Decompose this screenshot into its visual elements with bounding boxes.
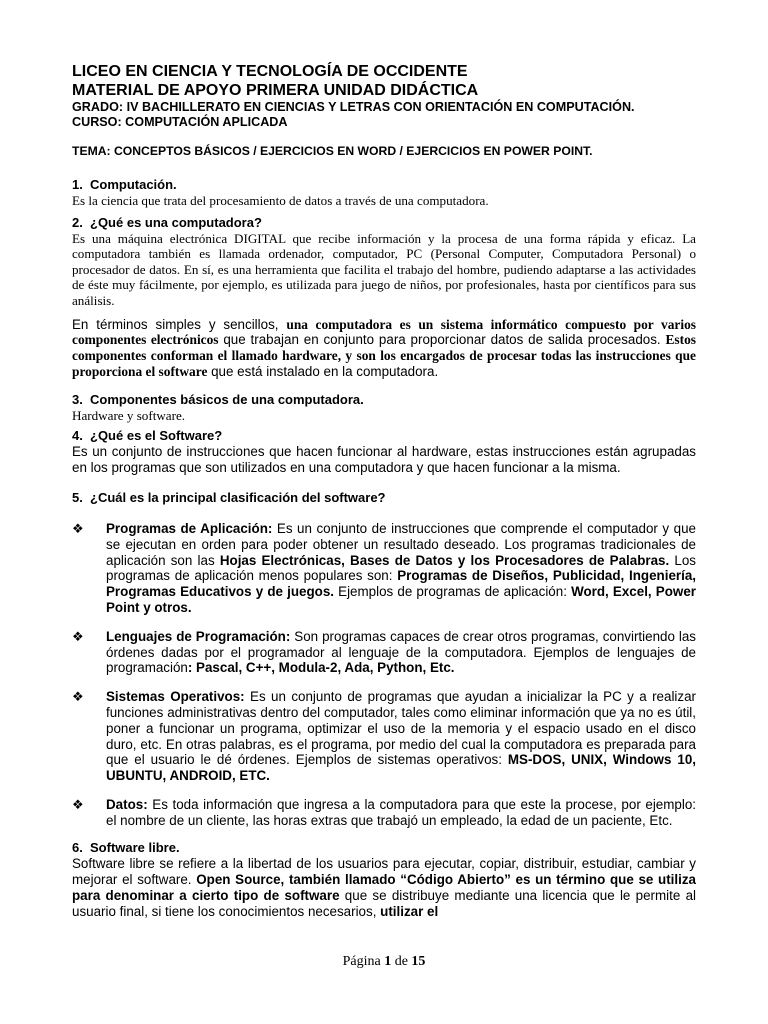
curso-line: CURSO: COMPUTACIÓN APLICADA — [72, 115, 288, 129]
total-pages-number: 15 — [411, 954, 426, 969]
section-3-text: Hardware y software. — [72, 407, 186, 423]
section-1-text: Es la ciencia que trata del procesamiento de datos a través de una computadora. — [72, 193, 489, 208]
bullet-lenguajes-programacion: ❖ Lenguajes de Programación: Son programas capaces de crear otros programas, convirtiendo las órdenes dadas por el programador al lenguaje de la computadora. Ejemplos de lenguajes de programación: Pascal, C++, Modula-2, Ada, Python, Etc. — [72, 628, 697, 676]
section-4-title: 4. ¿Qué es el Software? — [72, 428, 223, 444]
section-5-title: 5. ¿Cuál es la principal clasificación del software? — [72, 489, 386, 505]
page-of-label: de — [394, 954, 408, 969]
tema-line: TEMA: CONCEPTOS BÁSICOS / EJERCICIOS EN WORD / EJERCICIOS EN POWER POINT. — [72, 144, 593, 158]
school-title: LICEO EN CIENCIA Y TECNOLOGÍA DE OCCIDENTE — [72, 63, 468, 80]
material-title: MATERIAL DE APOYO PRIMERA UNIDAD DIDÁCTICA — [72, 82, 479, 99]
page-footer — [0, 954, 768, 970]
section-4-text: Es un conjunto de instrucciones que hacen funcionar al hardware, estas instrucciones están agrupadas en los programas que son utilizados en una computadora y que hacen funcionar a la misma. — [72, 444, 696, 476]
diamond-bullet-icon: ❖ — [72, 628, 84, 644]
section-2-text: Es una máquina electrónica DIGITAL que recibe información y la procesa de una forma rápida y eficaz. La computadora también es llamada ordenador, computador, PC (Personal Computer, Computadora Personal) o procesador de datos. En sí, es una herramienta que facilita el trabajo del hombre, pudiendo adaptarse a las actividades de éste muy fácilmente, por ejemplo, es utilizada para juego de niños, por profesionales, hasta por científicos para sus análisis. — [72, 230, 696, 308]
section-2-paragraph-2: En términos simples y sencillos, una computadora es un sistema informático compuesto por varios componentes electrónicos que trabajan en conjunto para proporcionar datos de salida procesados. Estos componentes conforman el llamado hardware, y son los encargados de procesar todas las instrucciones que proporciona el software que está instalado en la computadora. — [72, 316, 696, 379]
bullet-sistemas-operativos: ❖ Sistemas Operativos: Es un conjunto de programas que ayudan a inicializar la PC y a realizar funciones administrativas dentro del computador, tales como eliminar información que ya no es útil, poner a funcionar un programa, optimizar el uso de la memoria y el espacio usado en el disco duro, etc. En otras palabras, es el programa, por medio del cual la computadora es preparada para que el usuario le dé órdenes. Ejemplos de sistemas operativos: MS-DOS, UNIX, Windows 10, UBUNTU, ANDROID, ETC. — [72, 689, 696, 784]
bullet-datos: ❖ Datos: Es toda información que ingresa a la computadora para que este la procese, por ejemplo: el nombre de un cliente, las horas extras que trabajó un empleado, la edad de un paciente, Etc. — [72, 796, 696, 828]
diamond-bullet-icon: ❖ — [72, 520, 84, 536]
current-page-number: 1 — [384, 954, 392, 969]
grado-line: GRADO: IV BACHILLERATO EN CIENCIAS Y LETRAS CON ORIENTACIÓN EN COMPUTACIÓN. — [72, 100, 635, 114]
page-label: Página — [342, 954, 381, 969]
bullet-programas-aplicacion: ❖ Programas de Aplicación: Es un conjunto de instrucciones que comprende el computador y que se ejecutan en orden para poder obtener un resultado deseado. Los programas tradicionales de aplicación son las Hojas Electrónicas, Bases de Datos y los Procesadores de Palabras. Los programas de aplicación menos populares son: Programas de Diseños, Publicidad, Ingeniería, Programas Educativos y de juegos. Ejemplos de programas de aplicación: Word, Excel, Power Point y otros. — [72, 520, 696, 615]
section-6-title: 6. Software libre. — [72, 840, 180, 856]
diamond-bullet-icon: ❖ — [72, 689, 84, 705]
section-6-text: Software libre se refiere a la libertad de los usuarios para ejecutar, copiar, distribuir, estudiar, cambiar y mejorar el software. Open Source, también llamado “Código Abierto” es un término que se utiliza para denominar a cierto tipo de software que se distribuye mediante una licencia que le permite al usuario final, si tiene los conocimientos necesarios, utilizar el — [72, 856, 696, 919]
section-3-title: 3. Componentes básicos de una computadora. — [72, 391, 364, 407]
section-1-title: 1. Computación. — [72, 177, 177, 192]
section-2-title: 2. ¿Qué es una computadora? — [72, 214, 262, 230]
diamond-bullet-icon: ❖ — [72, 796, 84, 812]
